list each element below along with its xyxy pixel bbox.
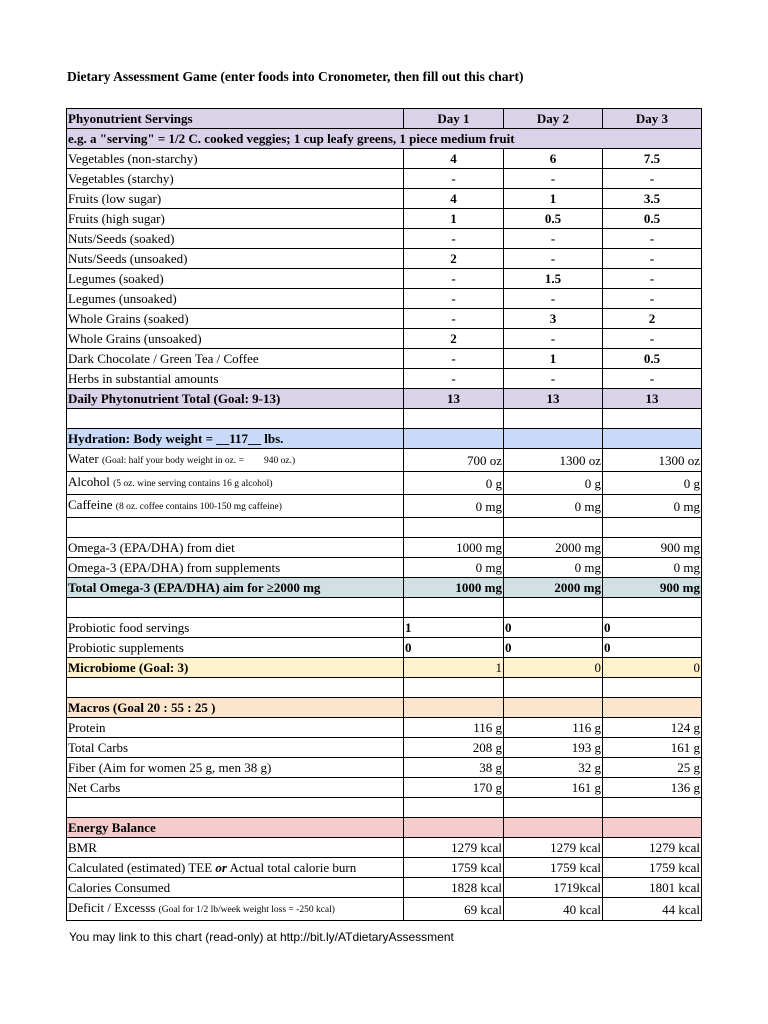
day2-cell: 1.5 <box>504 269 603 289</box>
blank-row <box>67 598 702 618</box>
blank-row <box>67 409 702 429</box>
row-label-cell <box>67 778 404 798</box>
day3-cell: Day 3 <box>603 109 702 129</box>
empty-cell <box>404 678 504 698</box>
table-row <box>67 449 702 472</box>
footer-link-text: You may link to this chart (read-only) at http://bit.ly/ATdietaryAssessment <box>69 930 454 944</box>
row-label-cell <box>67 149 404 169</box>
row-label: Vegetables (non-starchy) <box>68 151 198 166</box>
row-label-cell <box>67 758 404 778</box>
day1-cell: 2 <box>404 329 504 349</box>
row-label-cell <box>67 818 404 838</box>
day2-cell: 32 g <box>504 758 603 778</box>
empty-cell <box>504 518 603 538</box>
day1-cell: 208 g <box>404 738 504 758</box>
day3-cell: 900 mg <box>603 578 702 598</box>
row-label-cell <box>67 878 404 898</box>
day1-cell: - <box>404 229 504 249</box>
day3-cell: 0 <box>603 658 702 678</box>
day3-cell: 1801 kcal <box>603 878 702 898</box>
dietary-assessment-table <box>66 108 702 921</box>
row-label-cell <box>67 269 404 289</box>
row-label-cell <box>67 289 404 309</box>
day1-cell: 0 g <box>404 472 504 495</box>
day2-cell: 1759 kcal <box>504 858 603 878</box>
day2-cell: 0 mg <box>504 558 603 578</box>
row-label-cell <box>67 209 404 229</box>
day2-cell: - <box>504 289 603 309</box>
table-row <box>67 618 702 638</box>
row-label: Water <box>68 451 99 466</box>
day2-cell <box>504 429 603 449</box>
table-row <box>67 758 702 778</box>
day2-cell <box>504 818 603 838</box>
day2-cell: - <box>504 169 603 189</box>
row-label: Total Omega-3 (EPA/DHA) aim for ≥2000 mg <box>68 580 321 595</box>
row-label: Probiotic supplements <box>68 640 184 655</box>
row-label: Omega-3 (EPA/DHA) from supplements <box>68 560 281 575</box>
table-row <box>67 389 702 409</box>
day3-cell: - <box>603 369 702 389</box>
table-row <box>67 269 702 289</box>
day2-cell: 3 <box>504 309 603 329</box>
empty-cell <box>67 598 404 618</box>
day1-cell: 69 kcal <box>404 898 504 921</box>
day1-cell <box>404 818 504 838</box>
row-label-cell <box>67 658 404 678</box>
table-row <box>67 538 702 558</box>
row-label: Omega-3 (EPA/DHA) from diet <box>68 540 235 555</box>
day1-cell: 1759 kcal <box>404 858 504 878</box>
row-note: (Goal for 1/2 lb/week weight loss = -250 kcal) <box>158 905 335 915</box>
empty-cell <box>404 798 504 818</box>
row-label: Hydration: Body weight = __117__ lbs. <box>68 431 284 446</box>
day2-cell: 0 mg <box>504 495 603 518</box>
row-label-cell <box>67 558 404 578</box>
row-label-cell <box>67 309 404 329</box>
table-row <box>67 838 702 858</box>
day3-cell: - <box>603 249 702 269</box>
row-label-cell <box>67 429 404 449</box>
day3-cell <box>603 698 702 718</box>
blank-row <box>67 798 702 818</box>
day3-cell: 3.5 <box>603 189 702 209</box>
row-label-cell <box>67 858 404 878</box>
day2-cell: 161 g <box>504 778 603 798</box>
empty-cell <box>67 409 404 429</box>
table-row <box>67 149 702 169</box>
blank-row <box>67 518 702 538</box>
row-label-cell <box>67 538 404 558</box>
row-label-cell <box>67 229 404 249</box>
row-label: Herbs in substantial amounts <box>68 371 219 386</box>
row-note: (8 oz. coffee contains 100-150 mg caffeine) <box>115 502 282 512</box>
row-label: Vegetables (starchy) <box>68 171 174 186</box>
row-note-value: 940 oz.) <box>264 456 296 466</box>
empty-cell <box>404 598 504 618</box>
row-label: Total Carbs <box>68 740 129 755</box>
day1-cell: - <box>404 169 504 189</box>
row-label: Whole Grains (soaked) <box>68 311 189 326</box>
day2-cell: 0 g <box>504 472 603 495</box>
day2-cell: 193 g <box>504 738 603 758</box>
empty-cell <box>504 678 603 698</box>
empty-cell <box>67 518 404 538</box>
day1-cell: Day 1 <box>404 109 504 129</box>
day3-cell: 0 g <box>603 472 702 495</box>
day2-cell: - <box>504 229 603 249</box>
table-row <box>67 169 702 189</box>
row-label-cell <box>67 389 404 409</box>
day1-cell: 700 oz <box>404 449 504 472</box>
row-label: Daily Phytonutrient Total (Goal: 9-13) <box>68 391 281 406</box>
day2-cell: 1719kcal <box>504 878 603 898</box>
day2-cell: 116 g <box>504 718 603 738</box>
table-row <box>67 309 702 329</box>
empty-cell <box>504 598 603 618</box>
day2-cell <box>504 698 603 718</box>
day2-cell: 1300 oz <box>504 449 603 472</box>
day1-cell: 1000 mg <box>404 538 504 558</box>
day3-cell: 1300 oz <box>603 449 702 472</box>
day3-cell: - <box>603 289 702 309</box>
row-label-cell <box>67 718 404 738</box>
day1-cell: 1828 kcal <box>404 878 504 898</box>
day1-cell: 0 mg <box>404 495 504 518</box>
row-label-cell <box>67 638 404 658</box>
table-row <box>67 249 702 269</box>
table-row <box>67 898 702 921</box>
row-label: Fruits (high sugar) <box>68 211 165 226</box>
day1-cell: - <box>404 369 504 389</box>
table-row <box>67 129 702 149</box>
day2-cell: 40 kcal <box>504 898 603 921</box>
day1-cell: 4 <box>404 149 504 169</box>
day1-cell: 38 g <box>404 758 504 778</box>
day3-cell: 161 g <box>603 738 702 758</box>
table-row <box>67 818 702 838</box>
table-row <box>67 858 702 878</box>
row-label: Deficit / Excesss <box>68 900 156 915</box>
table-row <box>67 878 702 898</box>
day2-cell: 0 <box>504 618 603 638</box>
day3-cell <box>603 429 702 449</box>
table-row <box>67 229 702 249</box>
day1-cell <box>404 698 504 718</box>
day2-cell: 13 <box>504 389 603 409</box>
day3-cell: - <box>603 169 702 189</box>
row-label-cell <box>67 329 404 349</box>
day3-cell: 13 <box>603 389 702 409</box>
row-label: Phyonutrient Servings <box>68 111 193 126</box>
row-label-cell <box>67 898 404 921</box>
row-label: Macros (Goal 20 : 55 : 25 ) <box>68 700 216 715</box>
table-row <box>67 658 702 678</box>
day3-cell: 0.5 <box>603 209 702 229</box>
day2-cell: 1 <box>504 189 603 209</box>
empty-cell <box>603 518 702 538</box>
day1-cell: 13 <box>404 389 504 409</box>
day1-cell: 1 <box>404 209 504 229</box>
table-row <box>67 369 702 389</box>
table-row <box>67 289 702 309</box>
row-label: Whole Grains (unsoaked) <box>68 331 202 346</box>
day3-cell: 0 <box>603 618 702 638</box>
day2-cell: 1 <box>504 349 603 369</box>
row-label-cell <box>67 738 404 758</box>
empty-cell <box>603 598 702 618</box>
day3-cell: 44 kcal <box>603 898 702 921</box>
row-label: Energy Balance <box>68 820 156 835</box>
row-label-cell <box>67 472 404 495</box>
row-label: Protein <box>68 720 106 735</box>
table-row <box>67 638 702 658</box>
day3-cell: 2 <box>603 309 702 329</box>
day1-cell: 170 g <box>404 778 504 798</box>
day1-cell: - <box>404 269 504 289</box>
day1-cell: 1 <box>404 618 504 638</box>
row-note: (5 oz. wine serving contains 16 g alcohol) <box>113 479 273 489</box>
page-title: Dietary Assessment Game (enter foods into Cronometer, then fill out this chart) <box>67 69 524 84</box>
day2-cell: 1279 kcal <box>504 838 603 858</box>
day2-cell: - <box>504 329 603 349</box>
day2-cell: 0 <box>504 638 603 658</box>
row-label: Microbiome (Goal: 3) <box>68 660 189 675</box>
day1-cell: 116 g <box>404 718 504 738</box>
day3-cell: 0 mg <box>603 558 702 578</box>
table-row <box>67 209 702 229</box>
serving-note-cell: e.g. a "serving" = 1/2 C. cooked veggies; 1 cup leafy greens, 1 piece medium fruit <box>67 129 702 149</box>
table-row <box>67 738 702 758</box>
day1-cell: - <box>404 349 504 369</box>
empty-cell <box>504 409 603 429</box>
empty-cell <box>603 678 702 698</box>
empty-cell <box>404 518 504 538</box>
table-row <box>67 189 702 209</box>
day2-cell: 0.5 <box>504 209 603 229</box>
row-label: Nuts/Seeds (unsoaked) <box>68 251 188 266</box>
table-row <box>67 698 702 718</box>
day1-cell <box>404 429 504 449</box>
day3-cell: 124 g <box>603 718 702 738</box>
day3-cell: 7.5 <box>603 149 702 169</box>
day1-cell: 1 <box>404 658 504 678</box>
day3-cell <box>603 818 702 838</box>
table-row <box>67 558 702 578</box>
day3-cell: 1279 kcal <box>603 838 702 858</box>
empty-cell <box>67 798 404 818</box>
row-label-cell <box>67 698 404 718</box>
table-row <box>67 472 702 495</box>
day3-cell: 0.5 <box>603 349 702 369</box>
day1-cell: 4 <box>404 189 504 209</box>
day2-cell: 6 <box>504 149 603 169</box>
row-label: Legumes (soaked) <box>68 271 164 286</box>
row-label-cell <box>67 369 404 389</box>
day2-cell: - <box>504 369 603 389</box>
empty-cell <box>404 409 504 429</box>
table-row <box>67 578 702 598</box>
empty-cell <box>67 678 404 698</box>
empty-cell <box>504 798 603 818</box>
row-label-emphasis: or <box>215 860 227 875</box>
row-label-cell <box>67 169 404 189</box>
row-label-cell <box>67 449 404 472</box>
day2-cell: 2000 mg <box>504 538 603 558</box>
day1-cell: - <box>404 289 504 309</box>
table-row <box>67 778 702 798</box>
day3-cell: - <box>603 229 702 249</box>
day3-cell: 900 mg <box>603 538 702 558</box>
day3-cell: 25 g <box>603 758 702 778</box>
empty-cell <box>603 409 702 429</box>
table-row <box>67 329 702 349</box>
row-label-cell <box>67 618 404 638</box>
row-label-cell <box>67 249 404 269</box>
table-row <box>67 429 702 449</box>
day2-cell: - <box>504 249 603 269</box>
table-row <box>67 718 702 738</box>
day1-cell: - <box>404 309 504 329</box>
row-label: Probiotic food servings <box>68 620 190 635</box>
table-row <box>67 109 702 129</box>
row-label: Alcohol <box>68 474 110 489</box>
day2-cell: 0 <box>504 658 603 678</box>
day3-cell: 0 mg <box>603 495 702 518</box>
day3-cell: 1759 kcal <box>603 858 702 878</box>
row-label: Dark Chocolate / Green Tea / Coffee <box>68 351 259 366</box>
day3-cell: 136 g <box>603 778 702 798</box>
day1-cell: 1000 mg <box>404 578 504 598</box>
row-label: Nuts/Seeds (soaked) <box>68 231 175 246</box>
row-label-continued: Actual total calorie burn <box>229 860 357 875</box>
day3-cell: - <box>603 269 702 289</box>
empty-cell <box>603 798 702 818</box>
day1-cell: 0 mg <box>404 558 504 578</box>
row-label: BMR <box>68 840 97 855</box>
day3-cell: - <box>603 329 702 349</box>
row-label-cell <box>67 109 404 129</box>
day2-cell: Day 2 <box>504 109 603 129</box>
row-label: Fiber (Aim for women 25 g, men 38 g) <box>68 760 272 775</box>
table-row <box>67 349 702 369</box>
row-label-cell <box>67 495 404 518</box>
day1-cell: 1279 kcal <box>404 838 504 858</box>
day3-cell: 0 <box>603 638 702 658</box>
row-label: Legumes (unsoaked) <box>68 291 177 306</box>
row-label: Fruits (low sugar) <box>68 191 162 206</box>
row-label: Caffeine <box>68 497 113 512</box>
day1-cell: 2 <box>404 249 504 269</box>
day1-cell: 0 <box>404 638 504 658</box>
row-label: Calories Consumed <box>68 880 171 895</box>
row-label-cell <box>67 578 404 598</box>
day2-cell: 2000 mg <box>504 578 603 598</box>
table-row <box>67 495 702 518</box>
row-label: Net Carbs <box>68 780 121 795</box>
row-label-cell <box>67 189 404 209</box>
row-label: Calculated (estimated) TEE <box>68 860 213 875</box>
row-label-cell <box>67 838 404 858</box>
row-note: (Goal: half your body weight in oz. = <box>101 456 244 466</box>
row-label-cell <box>67 349 404 369</box>
blank-row <box>67 678 702 698</box>
